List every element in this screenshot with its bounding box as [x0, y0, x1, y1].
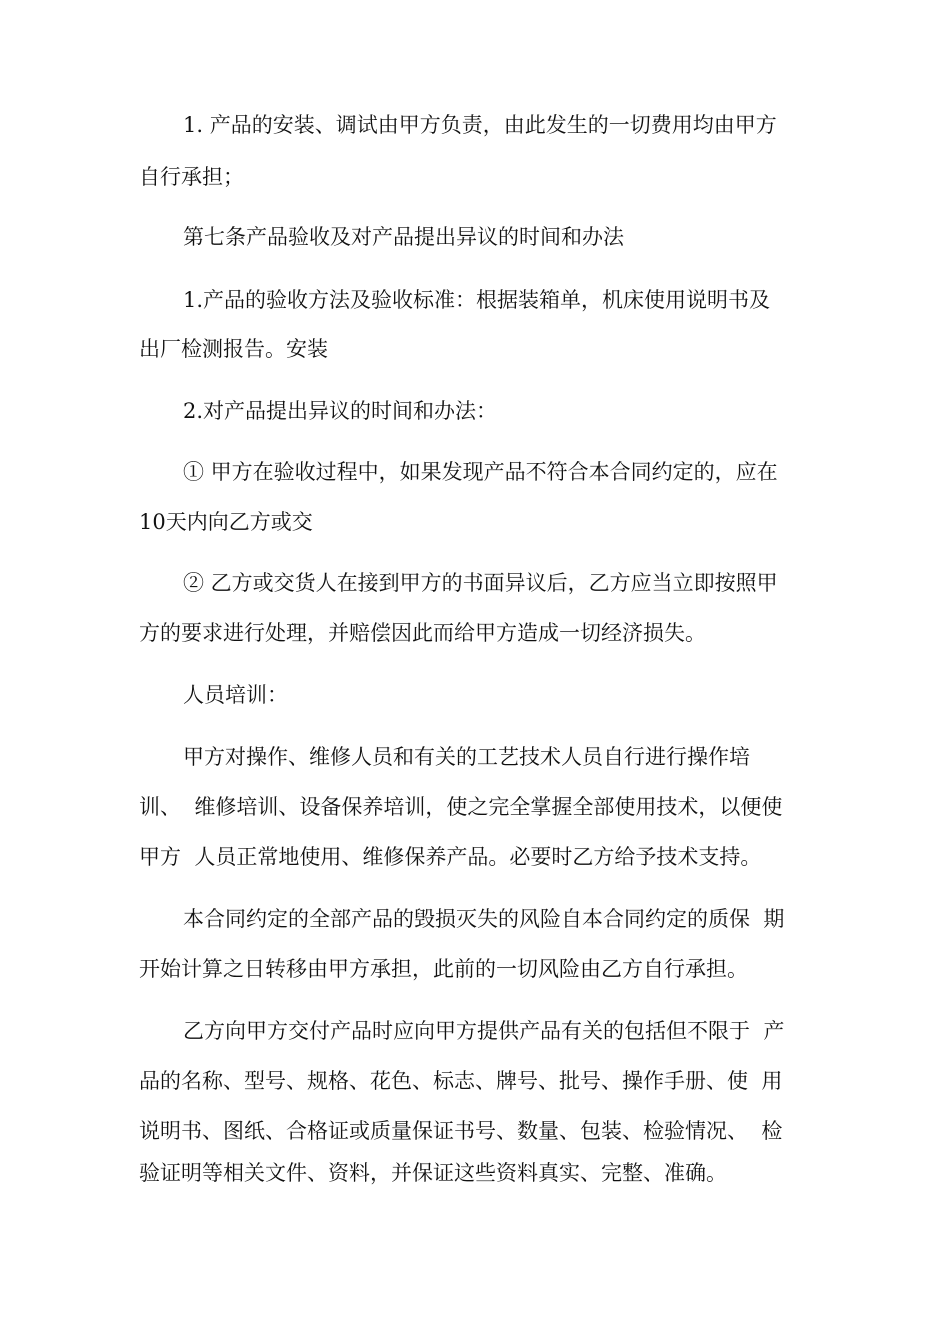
paragraph-1-line-2: 自行承担；	[139, 165, 244, 189]
paragraph-8-line-4: 验证明等相关文件、资料，并保证这些资料真实、完整、准确。	[139, 1161, 727, 1185]
paragraph-8-line-3: 说明书、图纸、合格证或质量保证书号、数量、包装、检验情况、 检	[139, 1119, 783, 1143]
paragraph-7-line-2: 开始计算之日转移由甲方承担，此前的一切风险由乙方自行承担。	[139, 957, 748, 981]
paragraph-2-line-2: 出厂检测报告。安装	[139, 337, 328, 361]
paragraph-8-line-1: 乙方向甲方交付产品时应向甲方提供产品有关的包括但不限于 产	[183, 1019, 785, 1043]
paragraph-4-line-1: ① 甲方在验收过程中，如果发现产品不符合本合同约定的，应在	[183, 460, 778, 484]
paragraph-8-line-2: 品的名称、型号、规格、花色、标志、牌号、批号、操作手册、使 用	[139, 1069, 783, 1093]
paragraph-6-line-3: 甲方 人员正常地使用、维修保养产品。必要时乙方给予技术支持。	[139, 845, 762, 869]
paragraph-2-line-1: 1.产品的验收方法及验收标准：根据装箱单，机床使用说明书及	[183, 288, 771, 312]
paragraph-4-line-2: 10天内向乙方或交	[139, 510, 313, 534]
paragraph-5-line-1: ② 乙方或交货人在接到甲方的书面异议后，乙方应当立即按照甲	[183, 571, 778, 595]
paragraph-6-line-2: 训、 维修培训、设备保养培训，使之完全掌握全部使用技术，以便使	[139, 795, 783, 819]
section-heading-training: 人员培训：	[183, 683, 288, 707]
paragraph-7-line-1: 本合同约定的全部产品的毁损灭失的风险自本合同约定的质保 期	[183, 907, 785, 931]
paragraph-1-line-1: 1. 产品的安装、调试由甲方负责，由此发生的一切费用均由甲方	[183, 113, 777, 137]
paragraph-5-line-2: 方的要求进行处理，并赔偿因此而给甲方造成一切经济损失。	[139, 621, 706, 645]
section-heading-article-7: 第七条产品验收及对产品提出异议的时间和办法	[183, 225, 624, 249]
paragraph-3-line-1: 2.对产品提出异议的时间和办法：	[183, 399, 498, 423]
paragraph-6-line-1: 甲方对操作、维修人员和有关的工艺技术人员自行进行操作培	[183, 745, 750, 769]
